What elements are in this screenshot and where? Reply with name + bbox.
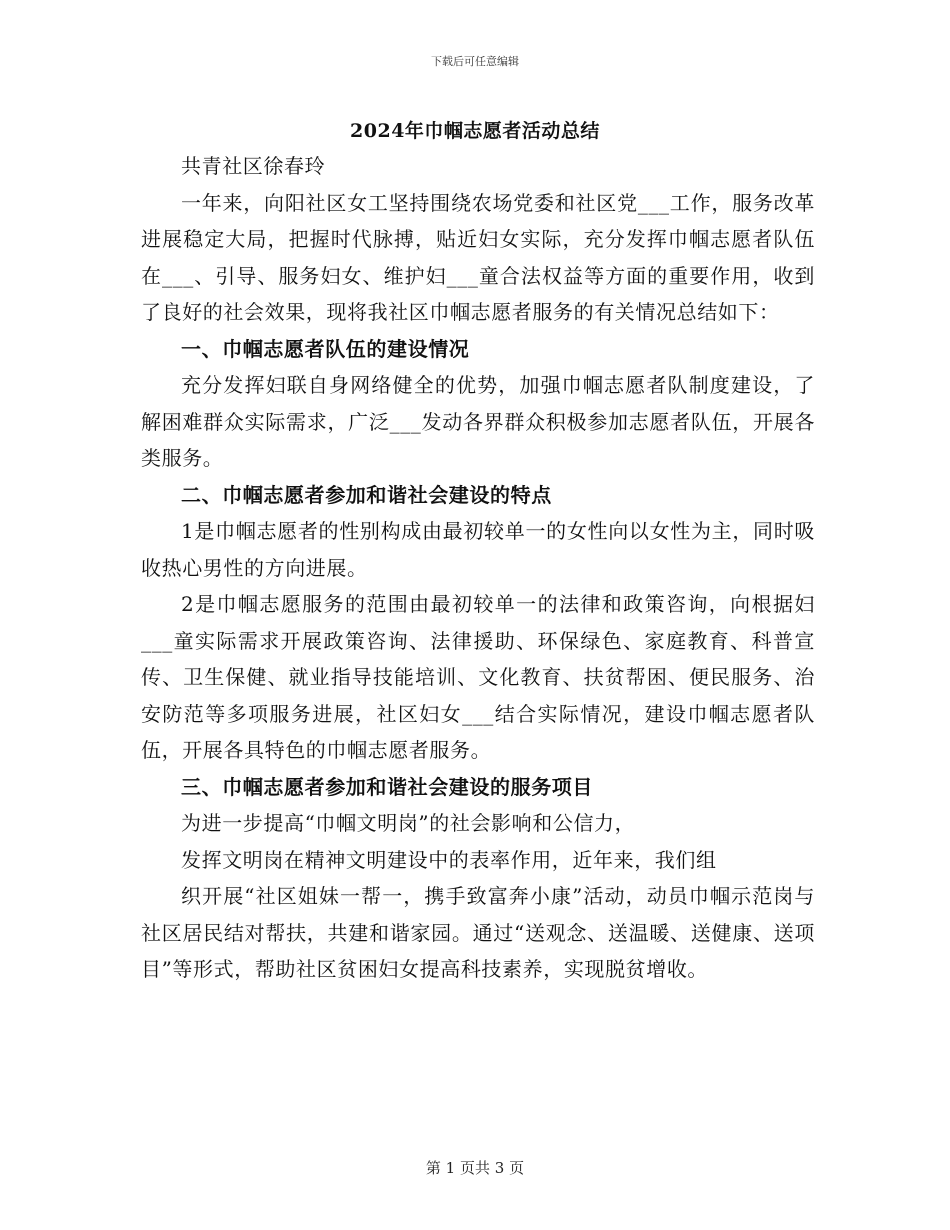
page-number: 第 1 页共 3 页 [425,1159,525,1177]
section-1-paragraph: 充分发挥妇联自身网络健全的优势，加强巾帼志愿者队制度建设，了解困难群众实际需求，广泛___发动各界群众积极参加志愿者队伍，开展各类服务。 [141,373,815,470]
section-3-line-2: 发挥文明岗在精神文明建设中的表率作用，近年来，我们组 [181,847,717,872]
header-note: 下载后可任意编辑 [431,55,519,68]
document-body [141,148,815,988]
author-line: 共青社区徐春玲 [181,154,326,178]
section-heading-3: 三、巾帼志愿者参加和谐社会建设的服务项目 [181,774,593,799]
section-2-point-2: 2是巾帼志愿服务的范围由最初较单一的法律和政策咨询，向根据妇___童实际需求开展政策咨询、法律援助、环保绿色、家庭教育、科普宣传、卫生保健、就业指导技能培训、文化教育、扶贫帮困、便民服务、治安防范等多项服务进展，社区妇女___结合实际情况，建设巾帼志愿者队伍，开展各具特色的巾帼志愿者服务。 [141,592,815,762]
document-title: 2024年巾帼志愿者活动总结 [350,120,600,142]
section-heading-2: 二、巾帼志愿者参加和谐社会建设的特点 [181,482,552,507]
section-2-point-1: 1是巾帼志愿者的性别构成由最初较单一的女性向以女性为主，同时吸收热心男性的方向进展。 [141,519,815,580]
section-3-line-1: 为进一步提高“巾帼文明岗”的社会影响和公信力， [181,811,636,835]
section-heading-1: 一、巾帼志愿者队伍的建设情况 [181,336,470,361]
intro-paragraph: 一年来，向阳社区女工坚持围绕农场党委和社区党___工作，服务改革进展稳定大局，把握时代脉搏，贴近妇女实际，充分发挥巾帼志愿者队伍在___、引导、服务妇女、维护妇___童合法权益等方面的重要作用，收到了良好的社会效果，现将我社区巾帼志愿者服务的有关情况总结如下： [141,190,815,324]
section-3-paragraph: 织开展“社区姐妹一帮一，携手致富奔小康”活动，动员巾帼示范岗与社区居民结对帮扶，共建和谐家园。通过“送观念、送温暖、送健康、送项目”等形式，帮助社区贫困妇女提高科技素养，实现脱贫增收。 [141,884,815,981]
